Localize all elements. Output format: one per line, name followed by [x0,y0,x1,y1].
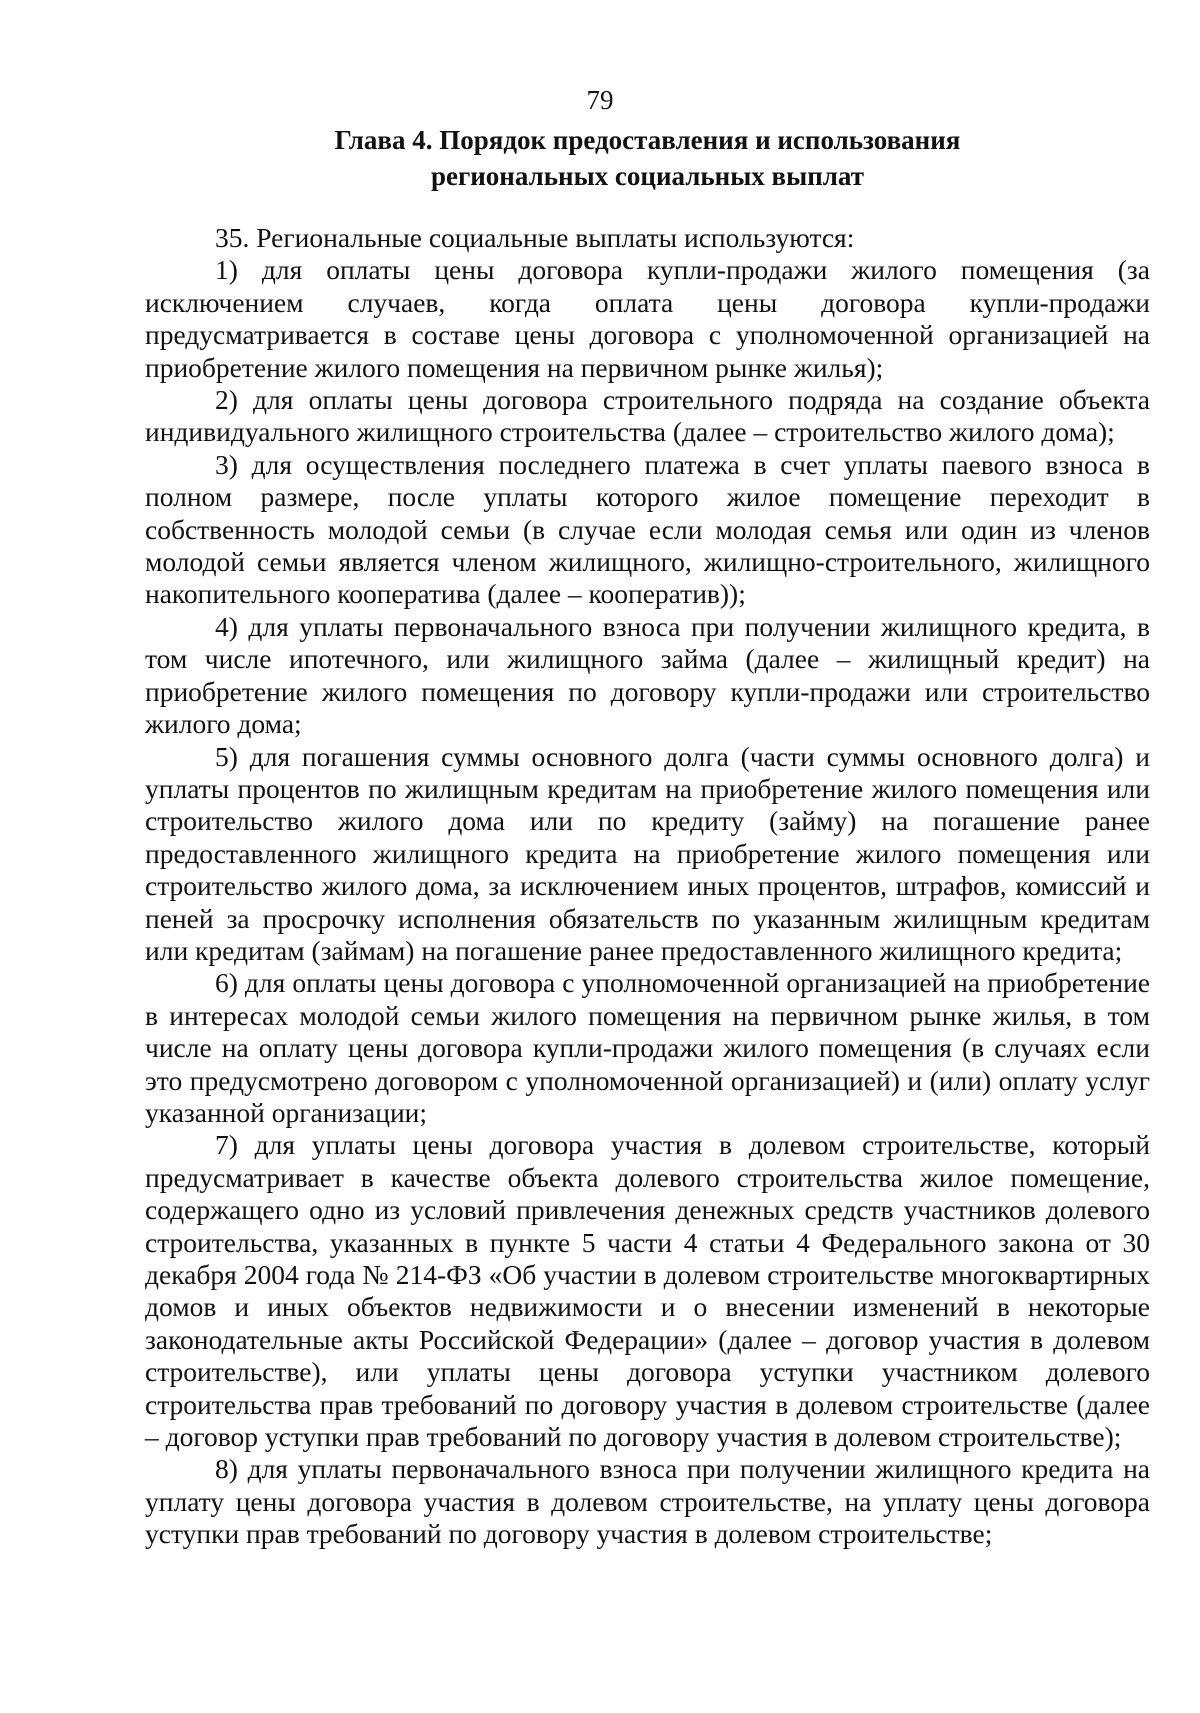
paragraph-item-7: 7) для уплаты цены договора участия в долевом строительстве, который предусматривает в качестве объекта долевого строительства жилое помещение, содержащего одно из условий привлечения денежных средств участников долевого строительства, указанных в пункте 5 части 4 статьи 4 Федерального закона от 30 декабря 2004 года № 214-ФЗ «Об участии в долевом строительстве многоквартирных домов и иных объектов недвижимости и о внесении изменений в некоторые законодательные акты Российской Федерации» (далее – договор участия в долевом строительстве), или уплаты цены договора уступки участником долевого строительства прав требований по договору участия в долевом строительстве (далее – договор уступки прав требований по договору участия в долевом строительстве); [145,1129,1150,1453]
paragraph-item-1: 1) для оплаты цены договора купли-продажи жилого помещения (за исключением случаев, когда оплата цены договора купли-продажи предусматривается в составе цены договора с уполномоченной организацией на приобретение жилого помещения на первичном рынке жилья); [145,254,1150,383]
paragraph-intro: 35. Региональные социальные выплаты используются: [215,222,855,253]
paragraph-item-8: 8) для уплаты первоначального взноса при получении жилищного кредита на уплату цены договора участия в долевом строительстве, на уплату цены договора уступки прав требований по договору участия в долевом строительстве; [145,1453,1150,1550]
chapter-title-line-1: Глава 4. Порядок предоставления и использования [334,125,961,155]
paragraph-item-5: 5) для погашения суммы основного долга (части суммы основного долга) и уплаты процентов по жилищным кредитам на приобретение жилого помещения или строительство жилого дома или по кредиту (займу) на погашение ранее предоставленного жилищного кредита на приобретение жилого помещения или строительство жилого дома, за исключением иных процентов, штрафов, комиссий и пеней за просрочку исполнения обязательств по указанным жилищным кредитам или кредитам (займам) на погашение ранее предоставленного жилищного кредита; [145,740,1150,966]
page-number: 79 [586,85,614,115]
chapter-title [145,122,1150,194]
paragraph-item-4: 4) для уплаты первоначального взноса при получении жилищного кредита, в том числе ипотечного, или жилищного займа (далее – жилищный кредит) на приобретение жилого помещения по договору купли-продажи или строительство жилого дома; [145,610,1150,740]
paragraph-item-3: 3) для осуществления последнего платежа в счет уплаты паевого взноса в полном размере, после уплаты которого жилое помещение переходит в собственность молодой семьи (в случае если молодая семья или один из членов молодой семьи является членом жилищного, жилищно-строительного, жилищного накопительного кооператива (далее – кооператив)); [145,448,1150,610]
body-text [145,222,1150,1551]
paragraph-item-2: 2) для оплаты цены договора строительного подряда на создание объекта индивидуального жилищного строительства (далее – строительство жилого дома); [145,384,1150,448]
paragraph-item-6: 6) для оплаты цены договора с уполномоченной организацией на приобретение в интересах молодой семьи жилого помещения на первичном рынке жилья, в том числе на оплату цены договора купли-продажи жилого помещения (в случаях если это предусмотрено договором с уполномоченной организацией) и (или) оплату услуг указанной организации; [145,967,1150,1128]
chapter-title-line-2: региональных социальных выплат [430,161,864,191]
